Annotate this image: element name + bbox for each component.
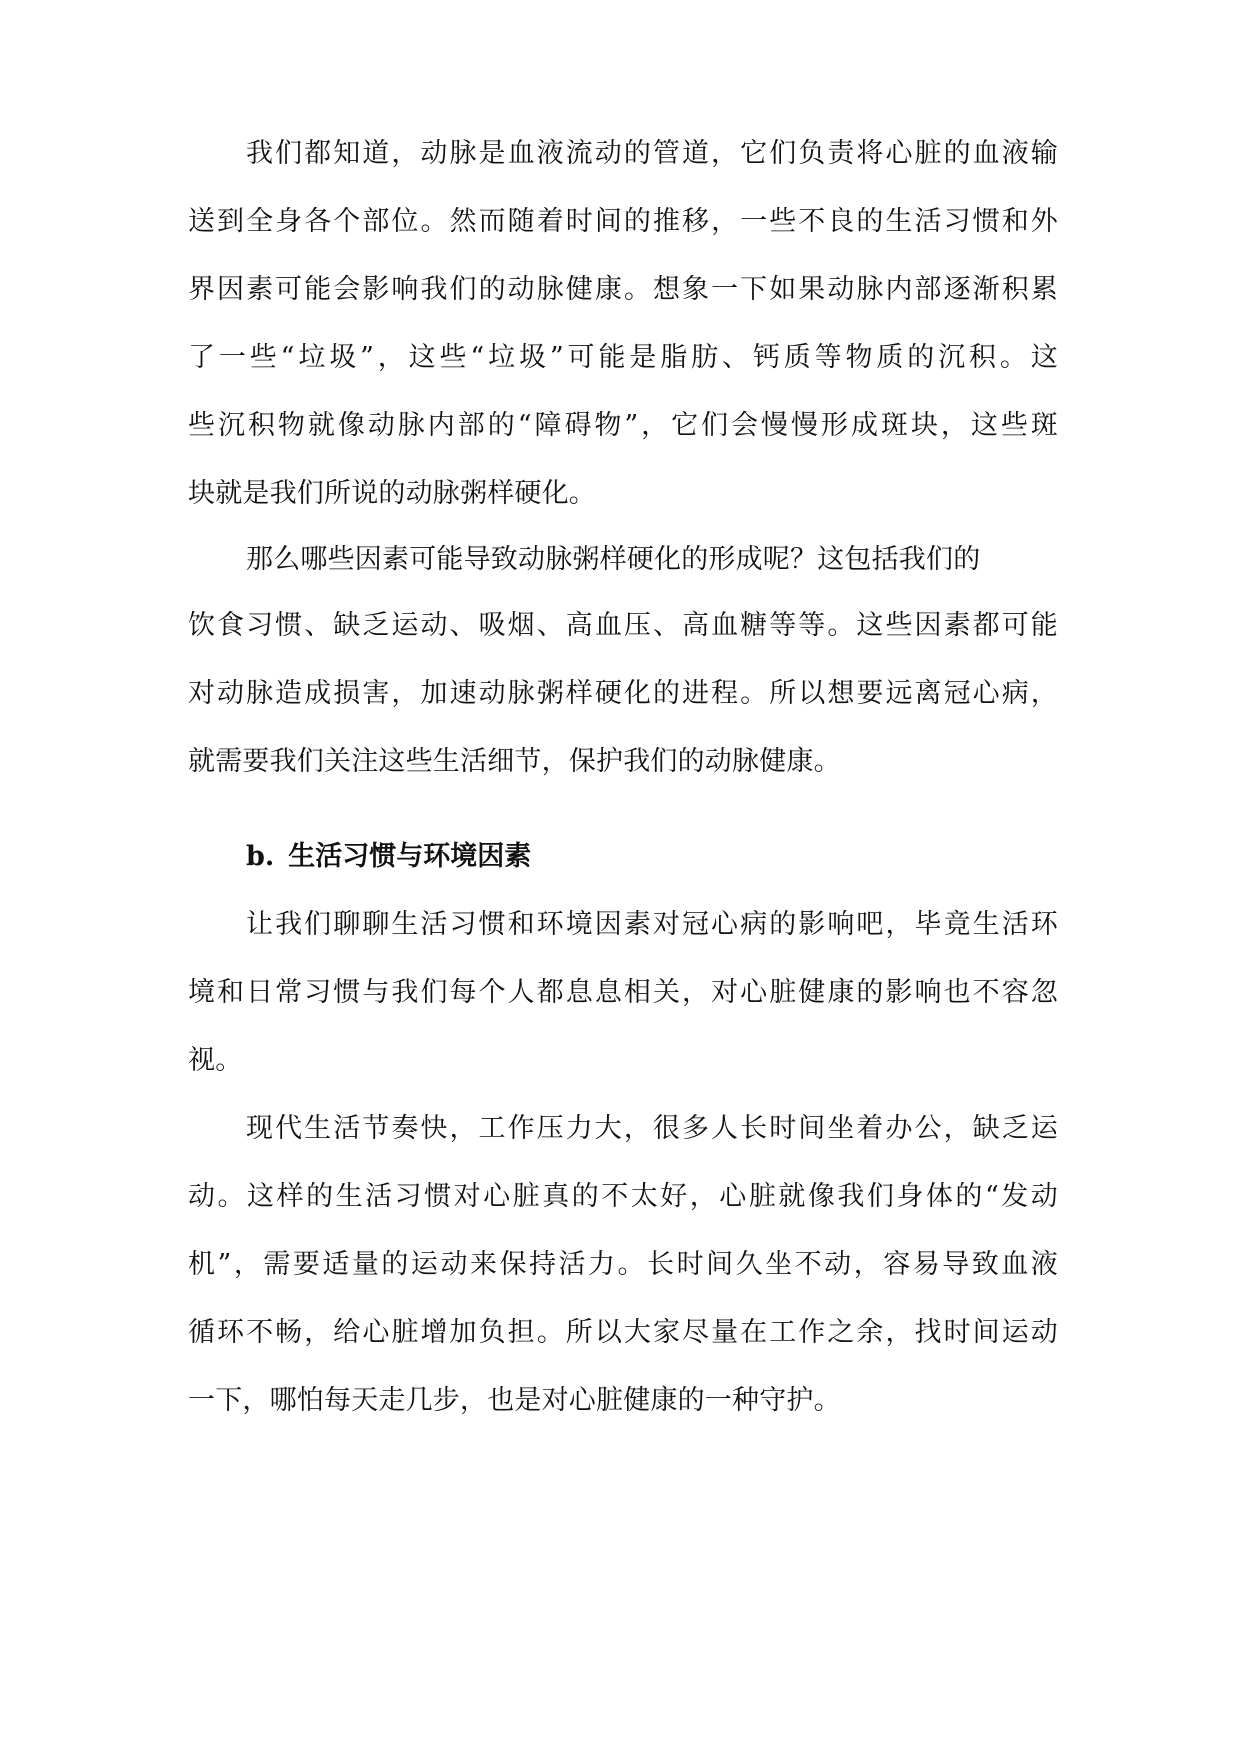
paragraph-1-line-4: 了一些“垃圾”，这些“垃圾”可能是脂肪、钙质等物质的沉积。这 <box>188 342 1058 373</box>
paragraph-2-line-1: 那么哪些因素可能导致动脉粥样硬化的形成呢？这包括我们的 <box>246 544 981 575</box>
paragraph-3-line-3: 视。 <box>188 1045 243 1076</box>
paragraph-4-line-3: 机”，需要适量的运动来保持活力。长时间久坐不动，容易导致血液 <box>188 1249 1058 1280</box>
document-page <box>188 0 1058 1754</box>
paragraph-1-line-6: 块就是我们所说的动脉粥样硬化。 <box>188 478 596 509</box>
paragraph-4-line-1: 现代生活节奏快，工作压力大，很多人长时间坐着办公，缺乏运 <box>246 1113 1058 1144</box>
paragraph-3-line-2: 境和日常习惯与我们每个人都息息相关，对心脏健康的影响也不容忽 <box>188 977 1058 1008</box>
section-heading-title: 生活习惯与环境因素 <box>288 841 532 872</box>
paragraph-4-line-4: 循环不畅，给心脏增加负担。所以大家尽量在工作之余，找时间运动 <box>188 1317 1058 1348</box>
section-heading <box>246 832 531 882</box>
paragraph-2-line-2: 饮食习惯、缺乏运动、吸烟、高血压、高血糖等等。这些因素都可能 <box>188 610 1058 641</box>
paragraph-1-line-2: 送到全身各个部位。然而随着时间的推移，一些不良的生活习惯和外 <box>188 206 1058 237</box>
paragraph-2-line-3: 对动脉造成损害，加速动脉粥样硬化的进程。所以想要远离冠心病， <box>188 678 1058 709</box>
paragraph-3-line-1: 让我们聊聊生活习惯和环境因素对冠心病的影响吧，毕竟生活环 <box>246 909 1058 940</box>
paragraph-4-line-5: 一下，哪怕每天走几步，也是对心脏健康的一种守护。 <box>188 1385 841 1416</box>
paragraph-2-line-4: 就需要我们关注这些生活细节，保护我们的动脉健康。 <box>188 746 841 777</box>
paragraph-1-line-1: 我们都知道，动脉是血液流动的管道，它们负责将心脏的血液输 <box>246 138 1058 169</box>
paragraph-4-line-2: 动。这样的生活习惯对心脏真的不太好，心脏就像我们身体的“发动 <box>188 1181 1058 1212</box>
section-heading-marker: b. <box>246 841 275 872</box>
paragraph-1-line-5: 些沉积物就像动脉内部的“障碍物”，它们会慢慢形成斑块，这些斑 <box>188 410 1058 441</box>
paragraph-1-line-3: 界因素可能会影响我们的动脉健康。想象一下如果动脉内部逐渐积累 <box>188 274 1058 305</box>
